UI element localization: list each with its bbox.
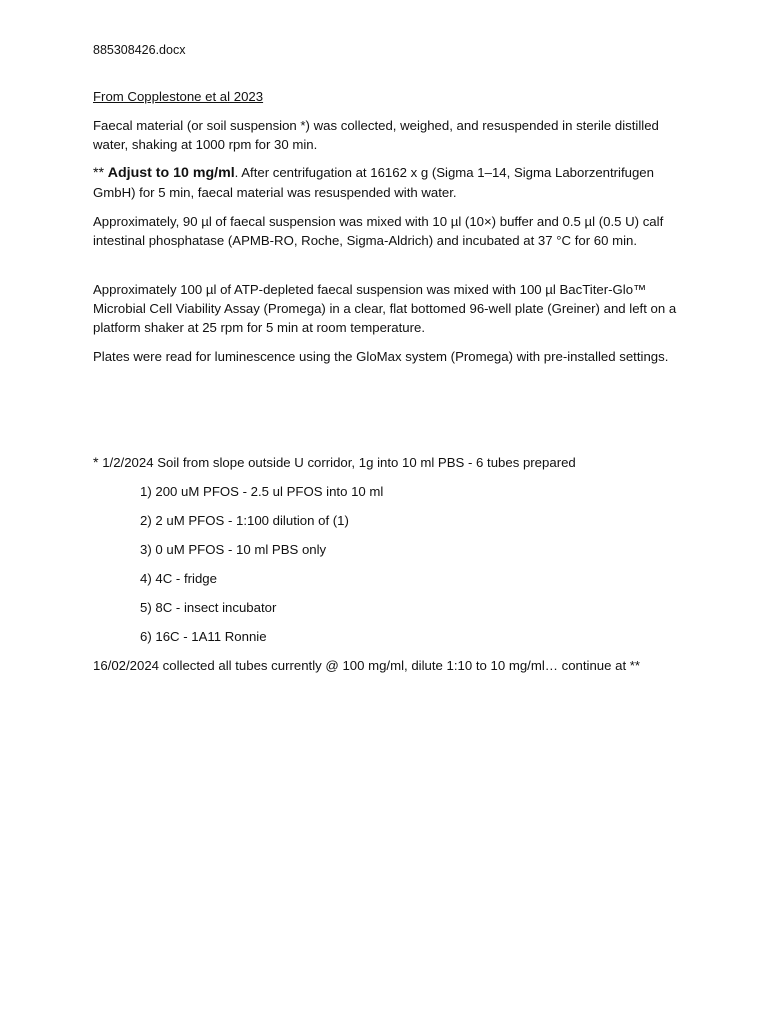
soil-note: [93, 453, 683, 473]
source-heading: From Copplestone et al 2023: [93, 89, 264, 104]
tube-item: 3) 0 uM PFOS - 10 ml PBS only: [140, 542, 327, 557]
document-filename: 885308426.docx: [93, 43, 186, 57]
followup-note: 16/02/2024 collected all tubes currently @ 100 mg/ml, dilute 1:10 to 10 mg/ml… continue at **: [93, 658, 641, 673]
centrifugation-text: . After centrifugation at 16162 x g (Sigma 1–14, Sigma Laborzentrifugen GmbH) for 5 min, faecal material was resuspended with water.: [93, 165, 654, 200]
paragraph-centrifugation: [93, 163, 683, 202]
soil-note-text: 1/2/2024 Soil from slope outside U corridor, 1g into 10 ml PBS - 6 tubes prepared: [102, 455, 576, 470]
paragraph-bactiter-assay: Approximately 100 µl of ATP-depleted faecal suspension was mixed with 100 µl BacTiter-Glo™ Microbial Cell Viability Assay (Promega) in a clear, flat bottomed 96-well plate (Greiner) and left on a platform shaker at 25 rpm for 5 min at room temperature.: [93, 282, 677, 335]
tube-item: 2) 2 uM PFOS - 1:100 dilution of (1): [140, 513, 349, 528]
tube-item: 4) 4C - fridge: [140, 571, 217, 586]
asterisk-marker: *: [93, 455, 99, 471]
paragraph-sample-collection: Faecal material (or soil suspension *) was collected, weighed, and resuspended in sterile distilled water, shaking at 1000 rpm for 30 min.: [93, 118, 659, 152]
double-asterisk-marker: **: [93, 165, 105, 181]
tube-item: 1) 200 uM PFOS - 2.5 ul PFOS into 10 ml: [140, 484, 384, 499]
tube-item: 5) 8C - insect incubator: [140, 600, 277, 615]
paragraph-phosphatase: Approximately, 90 µl of faecal suspension was mixed with 10 µl (10×) buffer and 0.5 µl (0.5 U) calf intestinal phosphatase (APMB-RO, Roche, Sigma-Aldrich) and incubated at 37 °C for 60 min.: [93, 214, 664, 248]
paragraph-luminescence: Plates were read for luminescence using the GloMax system (Promega) with pre-installed settings.: [93, 349, 669, 364]
tube-item: 6) 16C - 1A11 Ronnie: [140, 629, 267, 644]
adjust-concentration-note: Adjust to 10 mg/ml: [107, 165, 235, 181]
